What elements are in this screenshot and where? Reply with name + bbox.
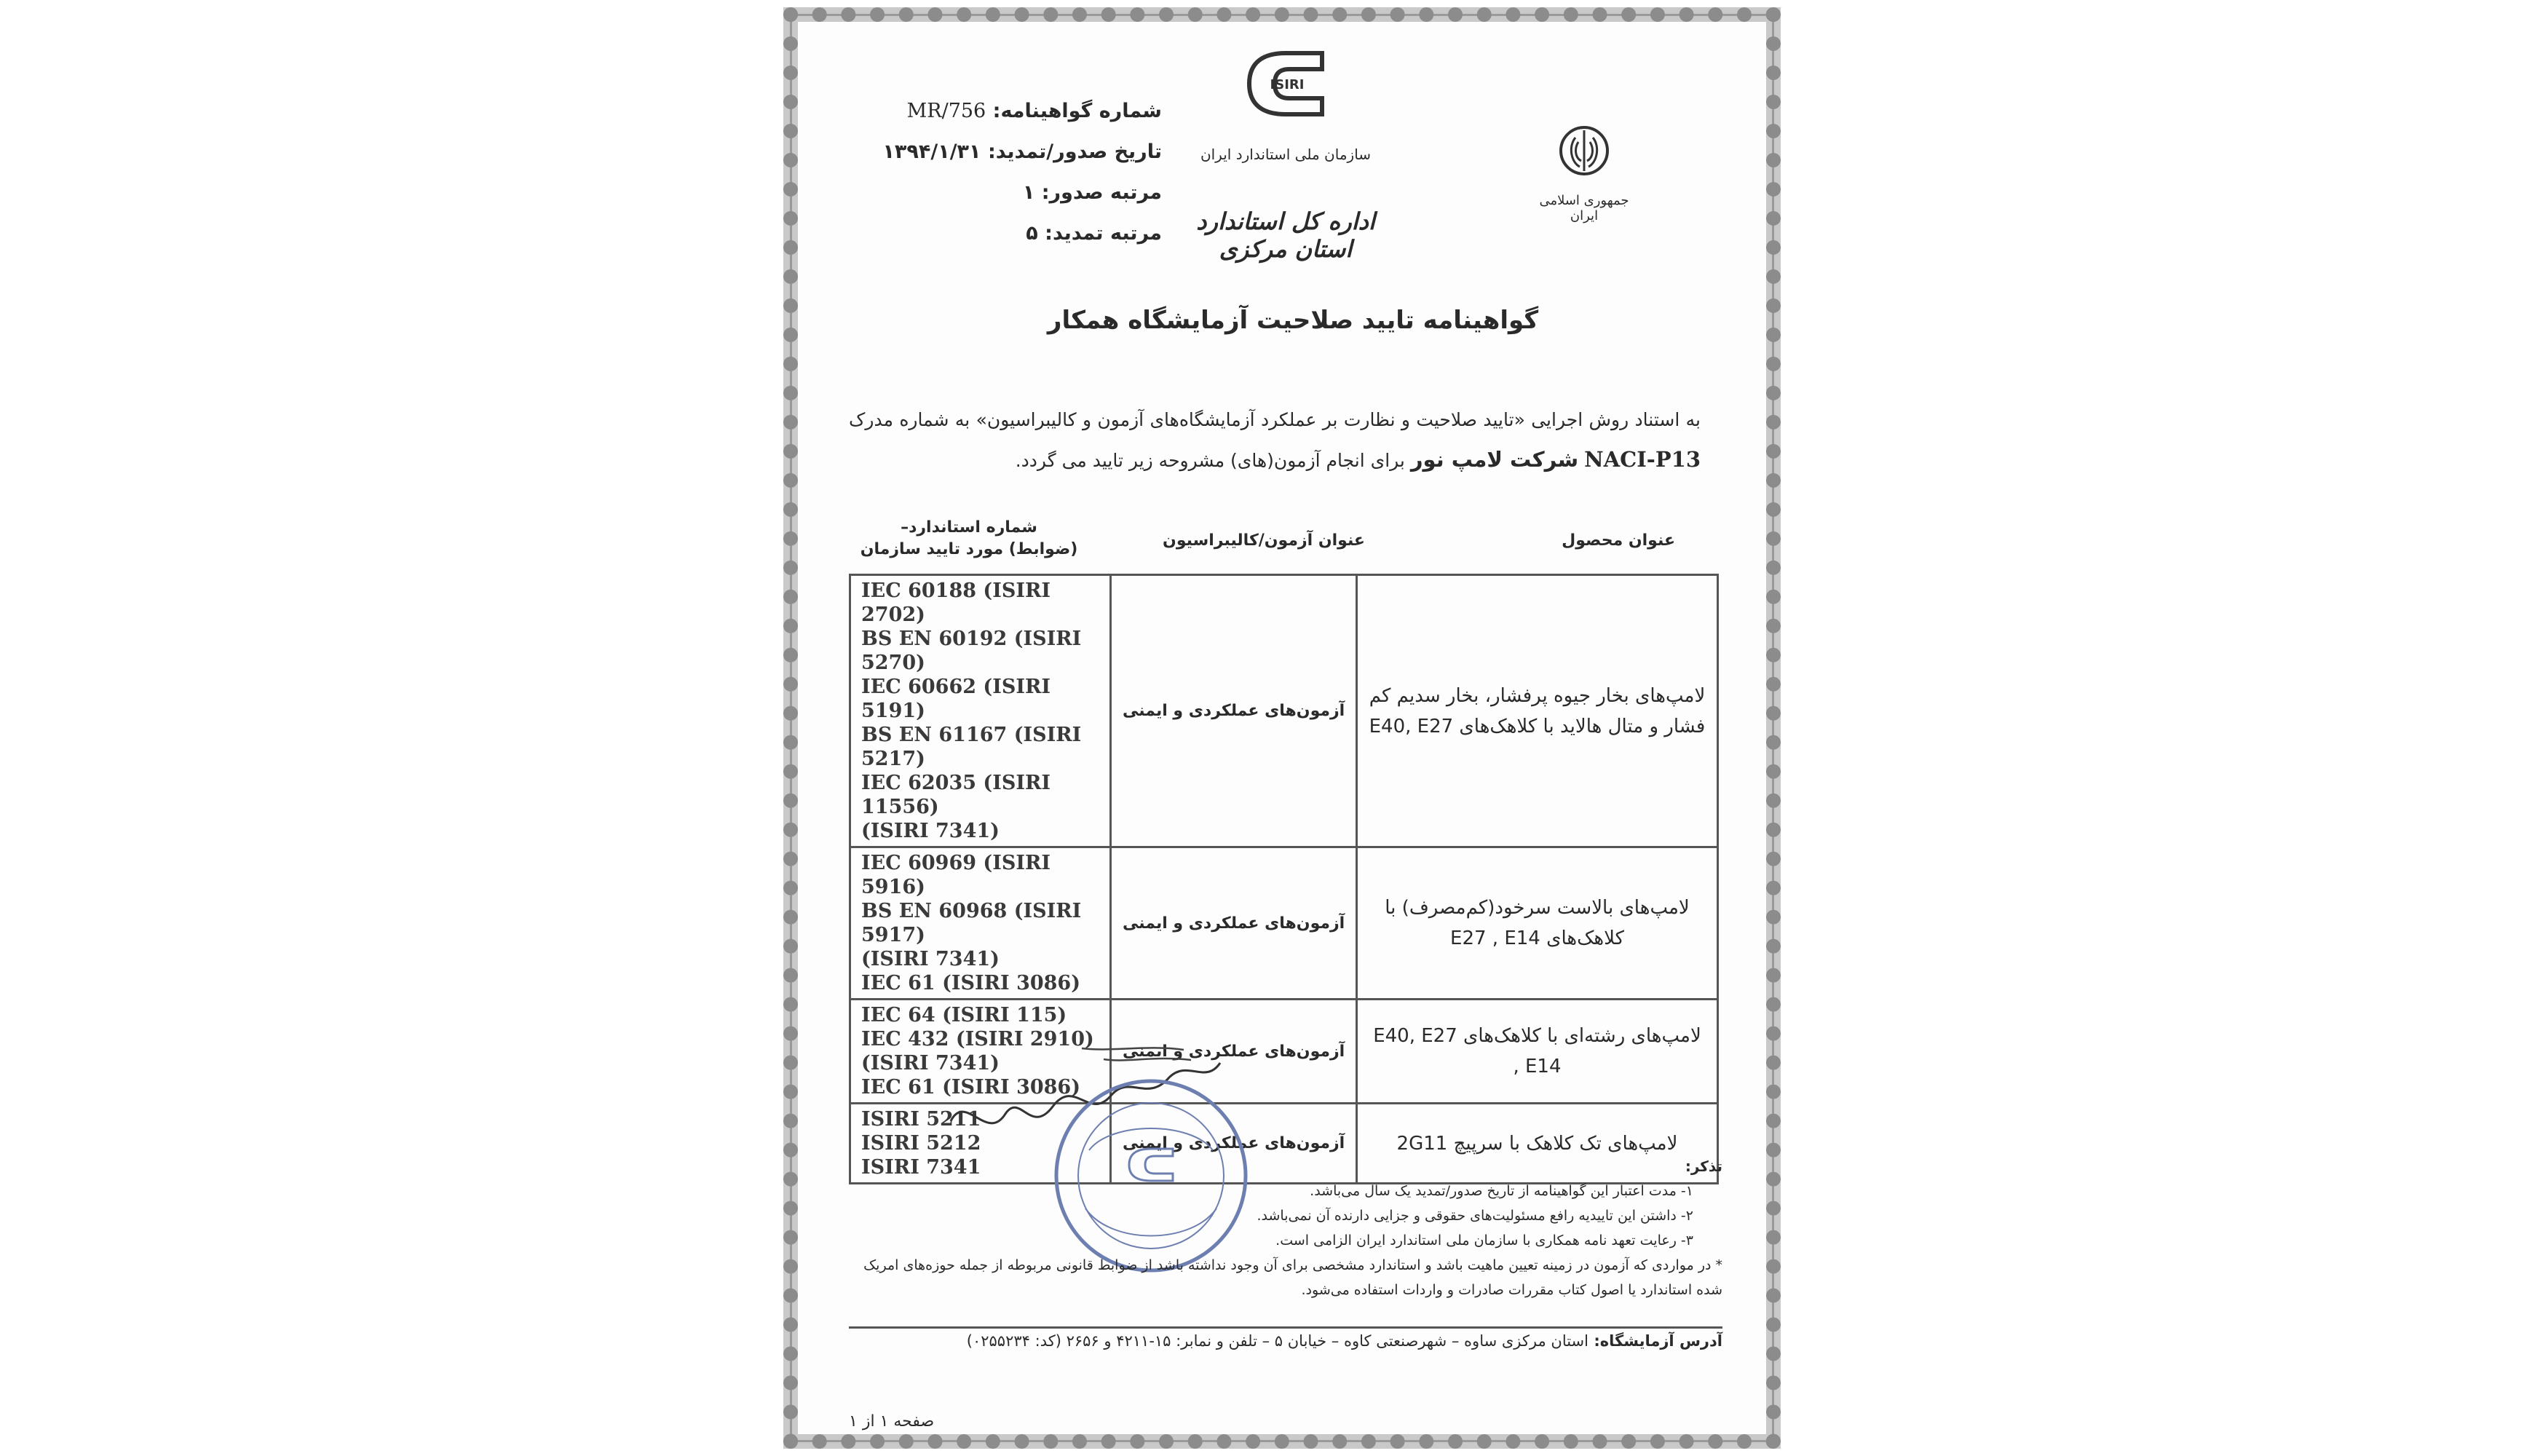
page-number: صفحه ۱ از ۱ — [849, 1412, 935, 1431]
standard-item: (ISIRI 7341) — [861, 1052, 1000, 1075]
standard-item: ISIRI 5212 — [861, 1132, 981, 1155]
certificate-meta — [849, 91, 1162, 254]
standard-item: BS EN 60192 (ISIRI 5270) — [861, 628, 1082, 674]
document-title: گواهینامه تایید صلاحیت آزمایشگاه همکار — [1047, 306, 1539, 335]
standard-item: IEC 62035 (ISIRI 11556) — [861, 772, 1051, 818]
certificate-page — [783, 7, 1781, 1449]
company-name: شرکت لامپ نور — [1410, 447, 1579, 472]
cert-number-row — [849, 91, 1162, 132]
intro-text-2: برای انجام آزمون(های) مشروحه زیر تایید می گردد. — [1015, 450, 1405, 471]
issue-rank-value: ۱ — [1022, 181, 1035, 204]
test-cell: آزمون‌های عملکردی و ایمنی — [1111, 1000, 1357, 1104]
standard-item: (ISIRI 7341) — [861, 948, 1000, 970]
header-standard-line2: (ضوابط) مورد تایید سازمان — [860, 540, 1078, 558]
notes-section — [849, 1154, 1722, 1302]
product-cell: لامپ‌های بالاست سرخود(کم‌مصرف) با کلاهک‌های E27 , E14 — [1357, 847, 1718, 1000]
issue-date-label: تاریخ صدور/تمدید: — [987, 141, 1162, 163]
standard-item: IEC 60969 (ISIRI 5916) — [861, 852, 1051, 898]
issue-rank-row — [849, 173, 1162, 213]
issue-date-row — [849, 132, 1162, 173]
standard-item: ISIRI 7341 — [861, 1156, 981, 1179]
standard-item: IEC 61 (ISIRI 3086) — [861, 972, 1080, 994]
note-item: * در مواردی که آزمون در زمینه تعیین ماهیت باشد و استاندارد مشخصی برای آن وجود نداشته باشد از ضوابط قانونی مربوطه از جمله حوزه‌های امریک شده استاندارد یا اصول کتاب مقررات صادرات و واردات استفاده می‌شود. — [863, 1257, 1722, 1298]
note-item: ۱- مدت اعتبار این گواهینامه از تاریخ صدور/تمدید یک سال می‌باشد. — [1310, 1183, 1693, 1199]
standard-item: IEC 60662 (ISIRI 5191) — [861, 676, 1051, 722]
header-product: عنوان محصول — [1562, 531, 1675, 550]
standard-item: BS EN 61167 (ISIRI 5217) — [861, 724, 1082, 770]
intro-paragraph — [849, 400, 1701, 480]
notes-title: تذکر: — [1685, 1158, 1722, 1175]
emblem-caption: جمهوری اسلامی ایران — [1539, 193, 1629, 223]
renewal-rank-label: مرتبه تمدید: — [1045, 222, 1162, 245]
standards-cell — [850, 575, 1111, 847]
intro-text-1: به استناد روش اجرایی «تایید صلاحیت و نظارت بر عملکرد آزمایشگاه‌های آزمون و کالیبراسیون» به شماره مدرک — [849, 409, 1701, 430]
renewal-rank-row — [849, 213, 1162, 254]
test-cell: آزمون‌های عملکردی و ایمنی — [1111, 847, 1357, 1000]
doc-code: NACI-P13 — [1584, 447, 1701, 472]
lab-address — [893, 1332, 1722, 1350]
product-cell: لامپ‌های بخار جیوه پرفشار، بخار سدیم کم فشار و متال هالاید با کلاهک‌های E40, E27 — [1357, 575, 1718, 847]
table-row — [850, 847, 1718, 1000]
standard-logo-text: ISIRI — [1270, 77, 1305, 92]
product-cell: لامپ‌های تک کلاهک با سرپیچ 2G11 — [1357, 1104, 1718, 1184]
standard-item: BS EN 60968 (ISIRI 5917) — [861, 900, 1082, 946]
product-cell: لامپ‌های رشته‌ای با کلاهک‌های E40, E27 , E14 — [1357, 1000, 1718, 1104]
issue-date-value: ۱۳۹۴/۱/۳۱ — [882, 141, 981, 163]
table-row — [850, 575, 1718, 847]
standard-org-name: سازمان ملی استاندارد ایران — [1200, 146, 1372, 163]
header-test: عنوان آزمون/کالیبراسیون — [1163, 531, 1365, 550]
address-value: استان مرکزی ساوه – شهرصنعتی کاوه – خیابان ۵ – تلفن و نمابر: ۱۵-۴۲۱۱ و ۲۶۵۶ (کد: ۰۲۵۵۲۳۴) — [966, 1332, 1588, 1350]
standard-item: ISIRI 5211 — [861, 1108, 981, 1131]
standards-cell — [850, 847, 1111, 1000]
cert-number-value: MR/756 — [906, 100, 986, 122]
header-standard — [849, 517, 1089, 561]
standard-logo-icon — [1242, 47, 1329, 120]
renewal-rank-value: ۵ — [1026, 222, 1038, 245]
standard-item: IEC 61 (ISIRI 3086) — [861, 1076, 1080, 1099]
cert-number-label: شماره گواهینامه: — [992, 100, 1162, 122]
address-label: آدرس آزمایشگاه: — [1594, 1332, 1722, 1350]
note-item: ۳- رعایت تعهد نامه همکاری با سازمان ملی استاندارد ایران الزامی است. — [1275, 1233, 1693, 1249]
issue-rank-label: مرتبه صدور: — [1041, 181, 1162, 204]
standard-item: (ISIRI 7341) — [861, 820, 1000, 842]
department-name: اداره کل استاندارد استان مرکزی — [1196, 207, 1375, 263]
iran-emblem-icon — [1555, 120, 1613, 182]
standard-item: IEC 60188 (ISIRI 2702) — [861, 579, 1051, 626]
note-item: ۲- داشتن این تاییدیه رافع مسئولیت‌های حقوقی و جزایی دارنده آن نمی‌باشد. — [1257, 1208, 1693, 1224]
test-cell: آزمون‌های عملکردی و ایمنی — [1111, 575, 1357, 847]
standard-item: IEC 64 (ISIRI 115) — [861, 1004, 1067, 1026]
test-cell: آزمون‌های عملکردی و ایمنی — [1111, 1104, 1357, 1184]
footer-divider — [849, 1326, 1722, 1329]
header-standard-line1: شماره استاندارد– — [901, 518, 1037, 537]
standard-item: IEC 432 (ISIRI 2910) — [861, 1028, 1094, 1051]
